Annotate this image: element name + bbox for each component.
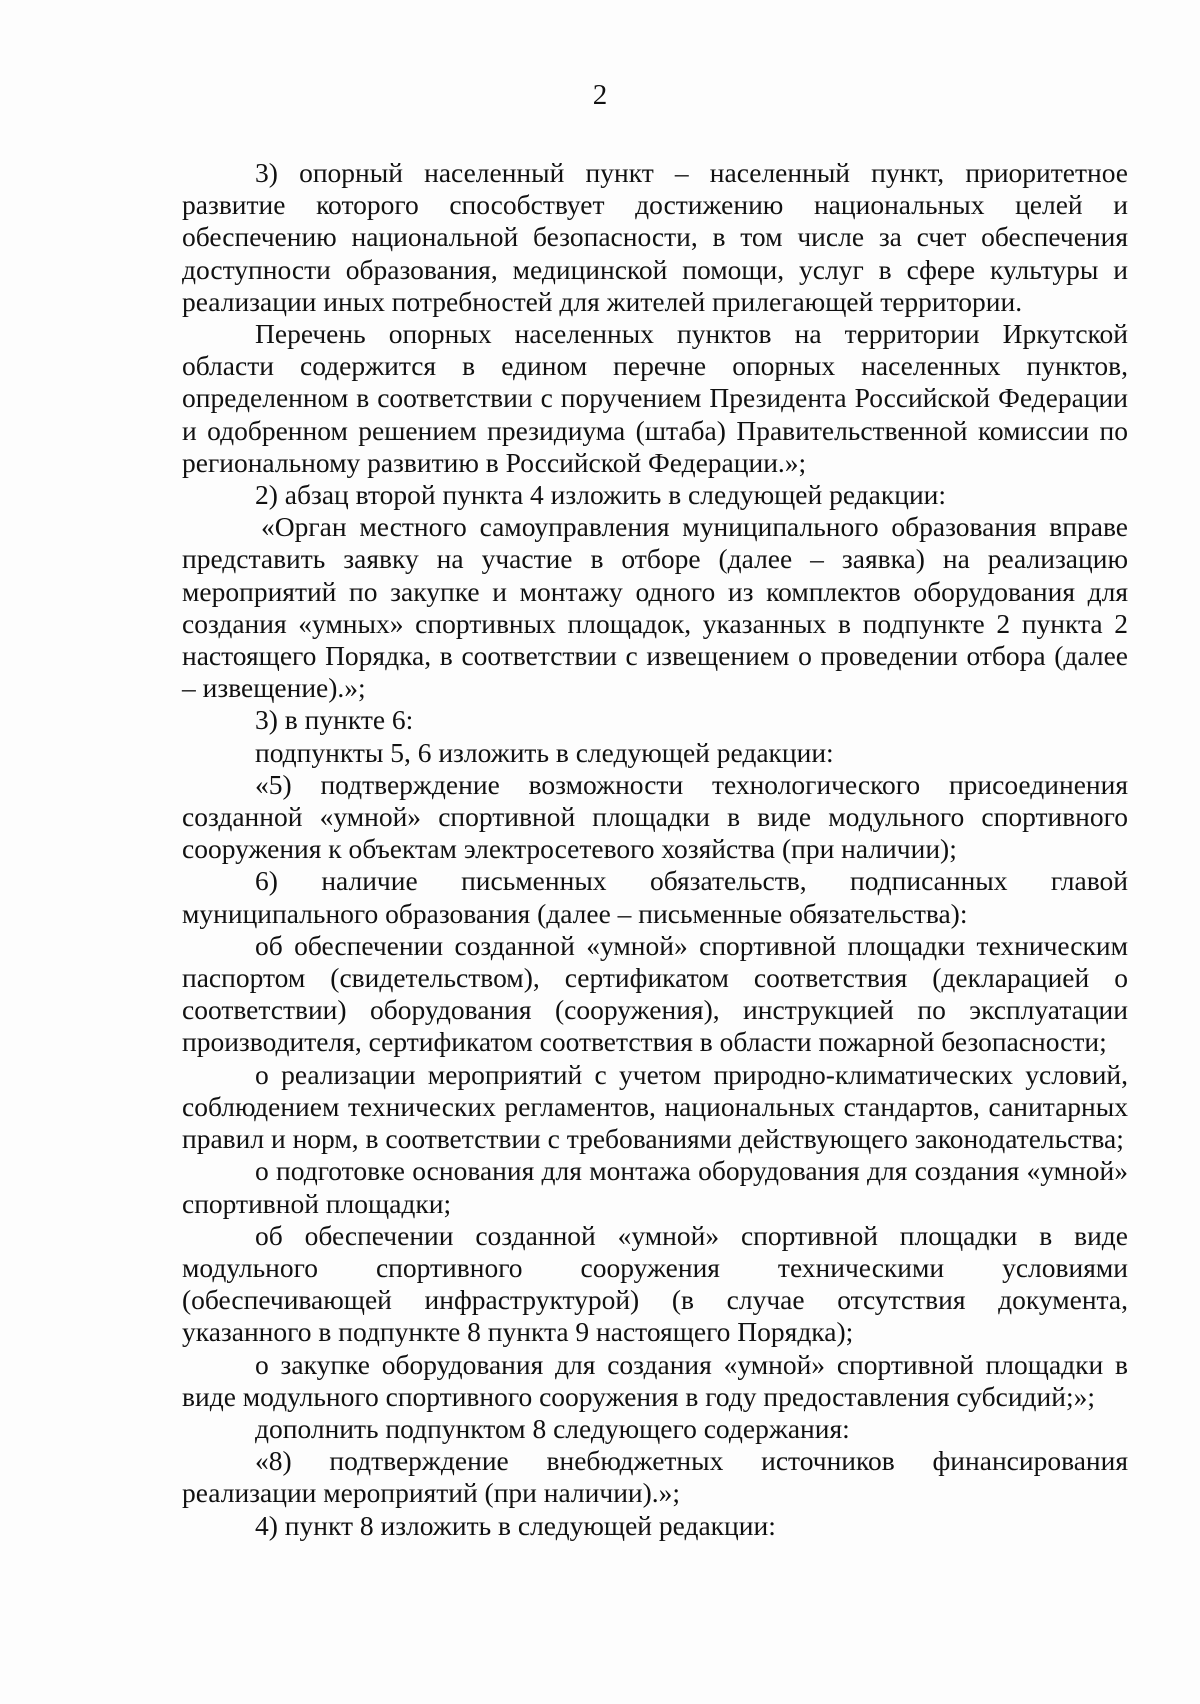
paragraph-obligation-foundation: о подготовке основания для монтажа оборудования для создания «умной» спортивной площадки; [182, 1155, 1128, 1219]
paragraph-subitem-8: «8) подтверждение внебюджетных источников финансирования реализации мероприятий (при наличии).»; [182, 1445, 1128, 1509]
paragraph-amendment-2: 2) абзац второй пункта 4 изложить в следующей редакции: [255, 479, 947, 511]
paragraph-settlements-list: Перечень опорных населенных пунктов на территории Иркутской области содержится в едином перечне опорных населенных пунктов, определенном в соответствии с поручением Президента Российской Федерации и одобренном решением президиума (штаба) Правительственной комиссии по региональному развитию в Российской Федерации.»; [182, 318, 1128, 478]
paragraph-amendment-4: 4) пункт 8 изложить в следующей редакции: [255, 1509, 776, 1541]
paragraph-supporting-settlement-definition: 3) опорный населенный пункт – населенный пункт, приоритетное развитие которого способствует достижению национальных целей и обеспечению национальной безопасности, в том числе за счет обеспечения доступности образования, медицинской помощи, услуг в сфере культуры и реализации иных потребностей для жителей прилегающей территории. [182, 157, 1128, 317]
paragraph-subitem-6: 6) наличие письменных обязательств, подписанных главой муниципального образования (далее – письменные обязательства): [182, 865, 1128, 929]
paragraph-obligation-passport: об обеспечении созданной «умной» спортивной площадки техническим паспортом (свидетельством), сертификатом соответствия (декларацией о соответствии) оборудования (сооружения), инструкцией по эксплуатации производителя, сертификатом соответствия в области пожарной безопасности; [182, 929, 1128, 1058]
paragraph-subitem-5: «5) подтверждение возможности технологического присоединения созданной «умной» спортивной площадки в виде модульного спортивного сооружения к объектам электросетевого хозяйства (при наличии); [182, 768, 1128, 865]
paragraph-amendment-3: 3) в пункте 6: [255, 704, 414, 736]
paragraph-obligation-climate: о реализации мероприятий с учетом природно-климатических условий, соблюдением технических регламентов, национальных стандартов, санитарных правил и норм, в соответствии с требованиями действующего законодательства; [182, 1058, 1128, 1155]
paragraph-obligation-purchase: о закупке оборудования для создания «умной» спортивной площадки в виде модульного спортивного сооружения в году предоставления субсидий;»; [182, 1348, 1128, 1412]
paragraph-subitems-5-6: подпункты 5, 6 изложить в следующей редакции: [255, 736, 834, 768]
document-body [182, 157, 1128, 1542]
paragraph-add-subitem-8: дополнить подпунктом 8 следующего содержания: [255, 1412, 850, 1444]
paragraph-application-text: «Орган местного самоуправления муниципального образования вправе представить заявку на участие в отборе (далее – заявка) на реализацию мероприятий по закупке и монтажу одного из комплектов оборудования для создания «умных» спортивных площадок, указанных в подпункте 2 пункта 2 настоящего Порядка, в соответствии с извещением о проведении отбора (далее – извещение).»; [182, 511, 1128, 704]
page-number: 2 [592, 79, 608, 111]
paragraph-obligation-infrastructure: об обеспечении созданной «умной» спортивной площадки в виде модульного спортивного сооружения техническими условиями (обеспечивающей инфраструктурой) (в случае отсутствия документа, указанного в подпункте 8 пункта 9 настоящего Порядка); [182, 1219, 1128, 1348]
